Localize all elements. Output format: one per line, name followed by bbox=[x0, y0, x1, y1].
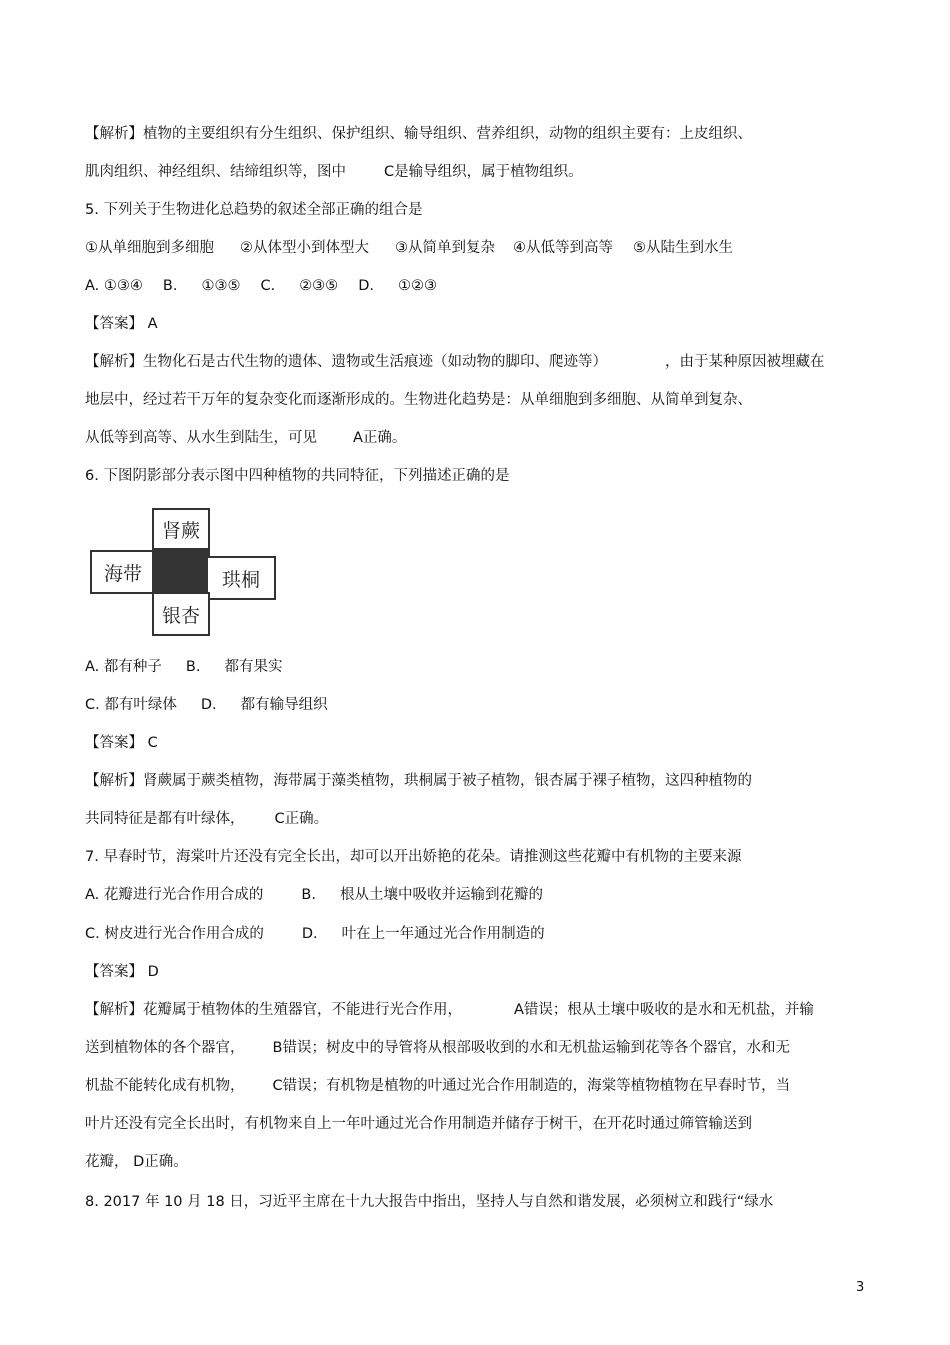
item: ①从单细胞到多细胞 bbox=[85, 240, 214, 256]
text-segment: A错误；根从土壤中吸收的是水和无机盐，并输 bbox=[514, 1002, 814, 1018]
text-segment: C正确。 bbox=[274, 811, 329, 827]
plant-diagram bbox=[90, 508, 276, 636]
text-line: 【解析】植物的主要组织有分生组织、保护组织、输导组织、营养组织，动物的组织主要有：上皮组织、 bbox=[85, 126, 752, 142]
diagram-shaded-center bbox=[152, 550, 210, 594]
text-segment: 共同特征是都有叶绿体， bbox=[85, 811, 245, 827]
option: D. bbox=[200, 697, 217, 713]
item: ②从体型小到体型大 bbox=[240, 240, 369, 256]
option: ①②③ bbox=[397, 278, 437, 294]
text-line bbox=[85, 428, 406, 448]
text-line: 【解析】肾蕨属于蕨类植物，海带属于藻类植物，珙桐属于被子植物，银杏属于裸子植物，这四种植物的 bbox=[85, 773, 752, 789]
answer: 【答案】 A bbox=[85, 316, 158, 332]
question-6-options bbox=[85, 657, 282, 677]
option: 叶在上一年通过光合作用制造的 bbox=[341, 926, 545, 942]
text-line bbox=[85, 1038, 790, 1058]
text-segment: ，由于某种原因被埋藏在 bbox=[665, 354, 825, 370]
text-line bbox=[85, 1000, 814, 1020]
text-line: 地层中，经过若干万年的复杂变化而逐渐形成的。生物进化趋势是：从单细胞到多细胞、从简单到复杂、 bbox=[85, 392, 752, 408]
diagram-cell-bottom: 银杏 bbox=[152, 592, 210, 636]
option: B. bbox=[301, 887, 316, 903]
item: ⑤从陆生到水生 bbox=[633, 240, 733, 256]
option: ①③⑤ bbox=[201, 278, 241, 294]
text-line bbox=[85, 809, 328, 829]
question-7-options bbox=[85, 885, 543, 905]
diagram-cell-left: 海带 bbox=[90, 550, 156, 594]
text-segment: 肌肉组织、神经组织、结缔组织等，图中 bbox=[85, 164, 346, 180]
text-segment: A正确。 bbox=[353, 430, 407, 446]
page-number: 3 bbox=[856, 1280, 865, 1295]
question-5: 5. 下列关于生物进化总趋势的叙述全部正确的组合是 bbox=[85, 202, 423, 218]
text-segment: C是输导组织，属于植物组织。 bbox=[384, 164, 583, 180]
text-line: 花瓣， D正确。 bbox=[85, 1154, 188, 1170]
answer: 【答案】 D bbox=[85, 964, 159, 980]
text-line bbox=[85, 1076, 790, 1096]
text-segment: 从低等到高等、从水生到陆生，可见 bbox=[85, 430, 317, 446]
diagram-cell-right: 珙桐 bbox=[206, 556, 276, 600]
question-5-items bbox=[85, 238, 733, 258]
option: A. 都有种子 bbox=[85, 659, 162, 675]
option: 都有果实 bbox=[224, 659, 283, 675]
option: B. bbox=[185, 659, 201, 675]
text-segment: C错误；有机物是植物的叶通过光合作用制造的，海棠等植物植物在早春时节，当 bbox=[272, 1078, 791, 1094]
text-line bbox=[85, 352, 825, 372]
diagram-cell-top: 肾蕨 bbox=[152, 508, 210, 550]
option: ②③⑤ bbox=[299, 278, 339, 294]
item: ③从简单到复杂 bbox=[395, 240, 495, 256]
text-segment: B错误；树皮中的导管将从根部吸收到的水和无机盐运输到花等各个器官，水和无 bbox=[272, 1040, 790, 1056]
question-6: 6. 下图阴影部分表示图中四种植物的共同特征，下列描述正确的是 bbox=[85, 468, 510, 484]
text-segment: 机盐不能转化成有机物， bbox=[85, 1078, 245, 1094]
question-7-options bbox=[85, 924, 545, 944]
option: D. bbox=[358, 278, 374, 294]
option: C. 树皮进行光合作用合成的 bbox=[85, 926, 264, 942]
item: ④从低等到高等 bbox=[513, 240, 613, 256]
option: C. bbox=[260, 278, 276, 294]
option: 都有输导组织 bbox=[240, 697, 328, 713]
text-segment: 送到植物体的各个器官， bbox=[85, 1040, 245, 1056]
option: A. 花瓣进行光合作用合成的 bbox=[85, 887, 264, 903]
text-line bbox=[85, 162, 583, 182]
option: A. ①③④ bbox=[85, 278, 143, 294]
question-5-options bbox=[85, 276, 437, 296]
answer: 【答案】 C bbox=[85, 735, 158, 751]
question-7: 7. 早春时节，海棠叶片还没有完全长出，却可以开出娇艳的花朵。请推测这些花瓣中有机物的主要来源 bbox=[85, 849, 742, 865]
question-8: 8. 2017 年 10 月 18 日，习近平主席在十九大报告中指出，坚持人与自然和谐发展，必须树立和践行“绿水 bbox=[85, 1194, 774, 1210]
text-line: 叶片还没有完全长出时，有机物来自上一年叶通过光合作用制造并储存于树干，在开花时通过筛管输送到 bbox=[85, 1116, 752, 1132]
text-segment: 【解析】花瓣属于植物体的生殖器官，不能进行光合作用， bbox=[85, 1002, 462, 1018]
text-segment: 【解析】生物化石是古代生物的遗体、遗物或生活痕迹（如动物的脚印、爬迹等） bbox=[85, 354, 607, 370]
option: B. bbox=[162, 278, 178, 294]
question-6-options bbox=[85, 695, 328, 715]
option: D. bbox=[301, 926, 318, 942]
option: C. 都有叶绿体 bbox=[85, 697, 177, 713]
option: 根从土壤中吸收并运输到花瓣的 bbox=[339, 887, 543, 903]
